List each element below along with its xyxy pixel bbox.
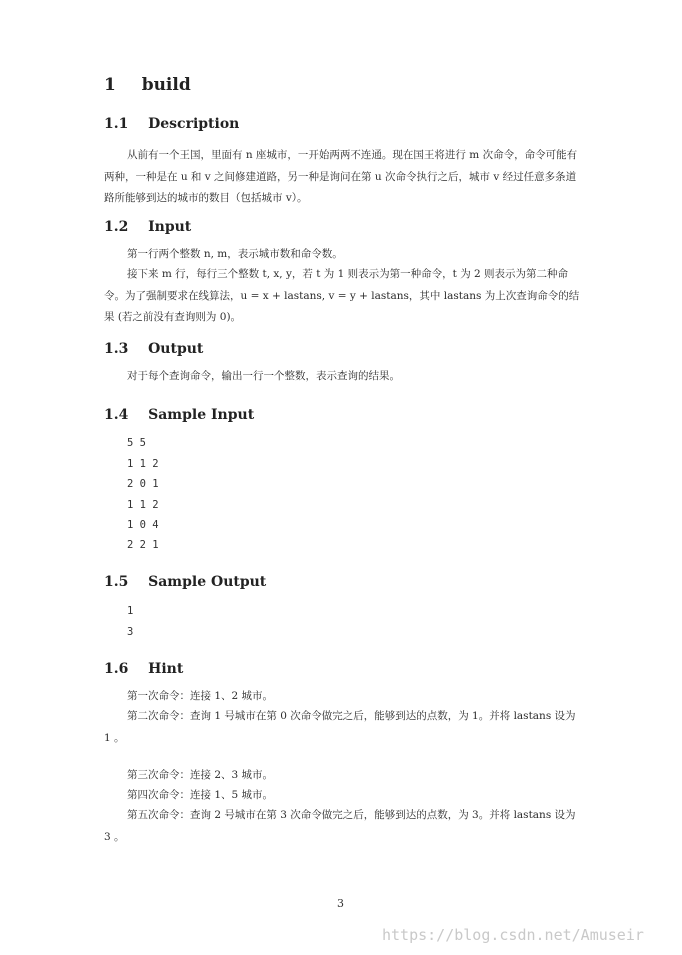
section-title: build bbox=[141, 75, 191, 95]
subsection-heading-description bbox=[104, 116, 239, 132]
sample-input-line: 1 1 2 bbox=[127, 458, 159, 470]
hint-line: 第三次命令：连接 2、3 城市。 bbox=[127, 769, 274, 781]
hint-line: 第二次命令：查询 1 号城市在第 0 次命令做完之后，能够到达的点数，为 1。并将 lastans 设为 1 。 bbox=[104, 710, 576, 744]
watermark-text: https://blog.csdn.net/Amuseir bbox=[382, 926, 644, 944]
sample-input-line: 5 5 bbox=[127, 437, 146, 449]
subsection-number: 1.1 bbox=[104, 116, 129, 132]
output-paragraph: 对于每个查询命令，输出一行一个整数，表示查询的结果。 bbox=[127, 370, 400, 382]
sample-input-line: 2 2 1 bbox=[127, 539, 159, 551]
subsection-title: Sample Output bbox=[148, 574, 267, 590]
subsection-heading-input bbox=[104, 219, 191, 235]
subsection-title: Hint bbox=[148, 661, 184, 677]
subsection-number: 1.2 bbox=[104, 219, 129, 235]
sample-input-line: 2 0 1 bbox=[127, 478, 159, 490]
sample-output-line: 1 bbox=[127, 605, 134, 617]
subsection-title: Sample Input bbox=[148, 407, 255, 423]
input-paragraph-2: 接下来 m 行，每行三个整数 t, x, y，若 t 为 1 则表示为第一种命令，t 为 2 则表示为第二种命令。为了强制要求在线算法，u = x + lastans, v = y + lastans，其中 lastans 为上次查询命令的结果 (若之前没有查询则为 0)。 bbox=[104, 268, 580, 323]
description-paragraph: 从前有一个王国，里面有 n 座城市，一开始两两不连通。现在国王将进行 m 次命令，命令可能有两种，一种是在 u 和 v 之间修建道路，另一种是询问在第 u 次命令执行之后，城市 v 经过任意多条道路所能够到达的城市的数目（包括城市 v）。 bbox=[104, 149, 578, 204]
input-paragraph-1: 第一行两个整数 n, m，表示城市数和命令数。 bbox=[127, 248, 343, 260]
subsection-heading-sample-output bbox=[104, 574, 266, 590]
section-number: 1 bbox=[104, 75, 116, 95]
subsection-heading-output bbox=[104, 341, 203, 357]
subsection-title: Output bbox=[148, 341, 204, 357]
subsection-title: Input bbox=[148, 219, 192, 235]
subsection-number: 1.4 bbox=[104, 407, 129, 423]
sample-input-line: 1 1 2 bbox=[127, 499, 159, 511]
sample-input-line: 1 0 4 bbox=[127, 519, 159, 531]
subsection-title: Description bbox=[148, 116, 240, 132]
hint-line: 第五次命令：查询 2 号城市在第 3 次命令做完之后，能够到达的点数，为 3。并将 lastans 设为 3 。 bbox=[104, 809, 576, 843]
section-heading bbox=[104, 75, 191, 95]
hint-line: 第四次命令：连接 1、5 城市。 bbox=[127, 789, 274, 801]
page-number: 3 bbox=[337, 897, 344, 910]
sample-output-line: 3 bbox=[127, 626, 134, 638]
hint-line: 第一次命令：连接 1、2 城市。 bbox=[127, 690, 274, 702]
subsection-number: 1.3 bbox=[104, 341, 129, 357]
subsection-heading-hint bbox=[104, 661, 183, 677]
subsection-number: 1.6 bbox=[104, 661, 129, 677]
subsection-heading-sample-input bbox=[104, 407, 254, 423]
subsection-number: 1.5 bbox=[104, 574, 129, 590]
